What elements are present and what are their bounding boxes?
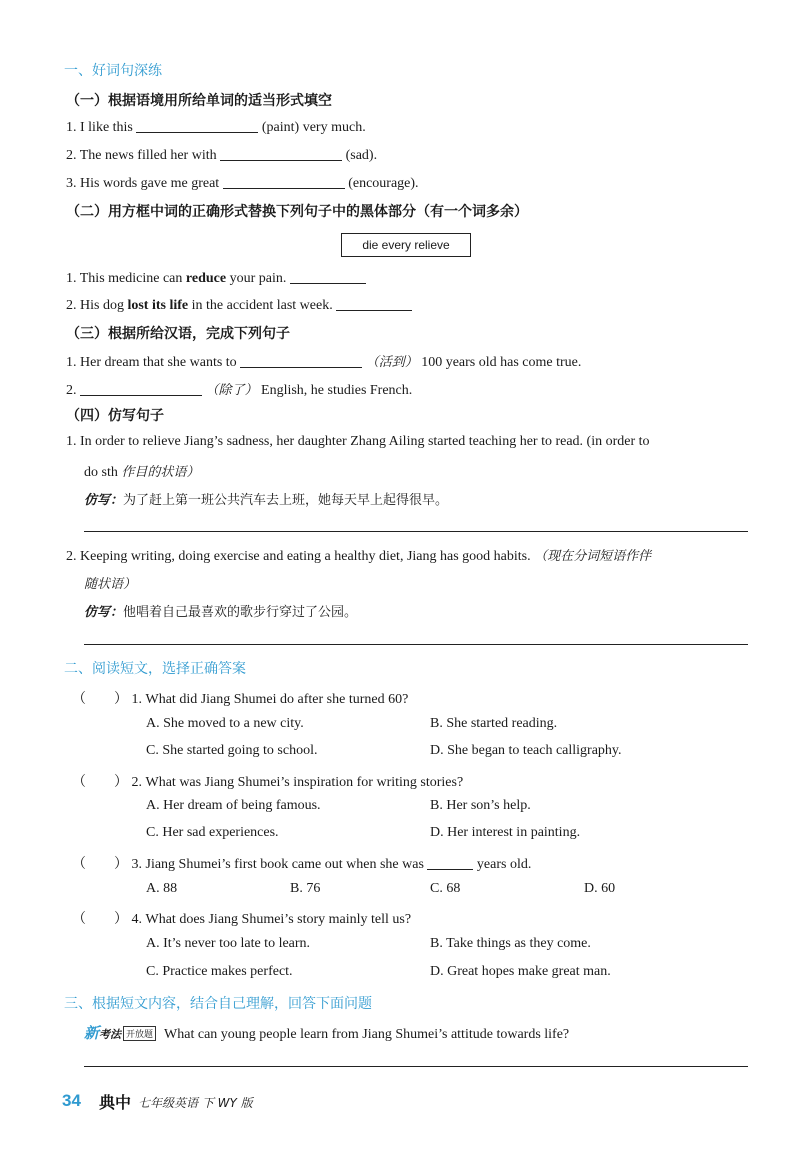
chinese-prompt: 他唱着自己最喜欢的歌步行穿过了公园。 [123, 605, 358, 620]
part3-item-1 [66, 351, 581, 371]
exam-tag: 考法 [99, 1028, 122, 1041]
answer-blank[interactable] [80, 381, 202, 396]
option: B. She started reading. [430, 716, 558, 731]
section1-title: 一、好词句深练 [64, 63, 162, 79]
chinese-note: 随状语） [84, 577, 137, 592]
option: A. She moved to a new city. [146, 716, 304, 731]
question-4 [72, 908, 411, 928]
answer-blank[interactable] [220, 146, 342, 161]
option: B. Take things as they come. [430, 936, 591, 951]
section2-title: 二、阅读短文，选择正确答案 [64, 661, 246, 677]
option: A. It’s never too late to learn. [146, 936, 311, 951]
answer-line[interactable] [84, 1066, 748, 1067]
open-question [84, 1022, 569, 1043]
answer-blank[interactable] [290, 269, 366, 284]
question-stem: years old. [476, 857, 532, 872]
new-tag: 新 [84, 1024, 100, 1042]
item-text: This medicine can [79, 271, 183, 286]
item-number: 2. [66, 148, 77, 163]
item-text: Her dream that she wants to [80, 355, 237, 370]
item-text: (encourage). [348, 176, 419, 191]
part3-heading: （三）根据所给汉语，完成下列句子 [66, 326, 290, 342]
imitate-label: 仿写： [84, 605, 124, 620]
answer-blank[interactable] [223, 174, 345, 189]
item-text: do sth [84, 465, 118, 480]
answer-paren[interactable]: （ ） [72, 912, 128, 927]
part1-heading: （一）根据语境用所给单词的适当形式填空 [66, 93, 332, 109]
answer-line[interactable] [84, 644, 748, 645]
option: C. She started going to school. [146, 743, 318, 758]
item-text: in the accident last week. [191, 298, 333, 313]
answer-blank[interactable] [336, 296, 412, 311]
option: C. 68 [430, 881, 461, 896]
open-question-badge: 开放题 [123, 1026, 156, 1041]
item-text: 100 years old has come true. [421, 355, 582, 370]
question-stem: 1. What did Jiang Shumei do after she turned 60? [131, 692, 409, 707]
page-number: 34 [62, 1091, 81, 1110]
question-stem: 2. What was Jiang Shumei’s inspiration for writing stories? [131, 775, 464, 790]
part4-heading: （四）仿写句子 [66, 408, 164, 424]
question-stem: 4. What does Jiang Shumei’s story mainly tell us? [131, 912, 412, 927]
item-number: 1. [66, 120, 77, 135]
item-text: In order to relieve Jiang’s sadness, her daughter Zhang Ailing started teaching her to read. (in order to [80, 434, 650, 449]
item-number: 1. [66, 355, 77, 370]
part4-item-1-prompt [84, 489, 448, 509]
option: C. Her sad experiences. [146, 825, 279, 840]
bold-phrase: lost its life [127, 298, 189, 313]
part1-item-2 [66, 146, 377, 164]
item-text: Keeping writing, doing exercise and eating a healthy diet, Jiang has good habits. [80, 549, 531, 564]
option: A. Her dream of being famous. [146, 798, 321, 813]
part4-item-2-prompt [84, 601, 357, 621]
item-text: English, he studies French. [261, 383, 413, 398]
item-number: 2. [66, 383, 77, 398]
publisher-logo [98, 1091, 134, 1113]
answer-paren[interactable]: （ ） [72, 857, 128, 872]
question-1 [72, 688, 408, 708]
item-text: His words gave me great [80, 176, 220, 191]
option: B. 76 [290, 881, 321, 896]
chinese-hint: （除了） [205, 383, 258, 398]
question-stem: What can young people learn from Jiang Shumei’s attitude towards life? [164, 1027, 570, 1042]
bold-phrase: reduce [185, 271, 227, 286]
part2-item-2 [66, 296, 412, 314]
part2-item-1 [66, 269, 366, 287]
section3-title: 三、根据短文内容，结合自己理解，回答下面问题 [64, 996, 372, 1012]
option: A. 88 [146, 881, 178, 896]
item-number: 1. [66, 271, 77, 286]
item-text: your pain. [229, 271, 287, 286]
item-text: His dog [80, 298, 124, 313]
answer-paren[interactable]: （ ） [72, 775, 128, 790]
item-text: The news filled her with [79, 148, 217, 163]
option: B. Her son’s help. [430, 798, 531, 813]
answer-paren[interactable]: （ ） [72, 692, 128, 707]
item-number: 2. [66, 298, 77, 313]
question-2 [72, 771, 463, 791]
part2-heading: （二）用方框中词的正确形式替换下列句子中的黑体部分（有一个词多余） [66, 204, 528, 220]
item-text: I like this [80, 120, 133, 135]
option: D. Great hopes make great man. [430, 964, 611, 979]
answer-blank[interactable] [240, 353, 362, 368]
item-number: 2. [66, 549, 77, 564]
part1-item-1 [66, 118, 366, 136]
option: C. Practice makes perfect. [146, 964, 293, 979]
question-3 [72, 853, 531, 873]
item-text: (paint) very much. [261, 120, 366, 135]
option: D. Her interest in painting. [430, 825, 581, 840]
part4-item-1-line2 [84, 461, 199, 481]
question-stem: 3. Jiang Shumei’s first book came out when she was [131, 857, 424, 872]
option: D. She began to teach calligraphy. [430, 743, 622, 758]
item-text: (sad). [345, 148, 378, 163]
answer-blank[interactable] [427, 855, 473, 870]
part4-item-1-line1 [66, 434, 650, 450]
logo-text: 典中 [99, 1093, 132, 1112]
part1-item-3 [66, 174, 419, 192]
item-number: 3. [66, 176, 77, 191]
book-title: 七年级英语 下 WY 版 [138, 1096, 253, 1110]
item-number: 1. [66, 434, 77, 449]
chinese-note: （现在分词短语作伴 [534, 549, 652, 564]
word-box: die every relieve [341, 233, 471, 257]
option: D. 60 [584, 881, 616, 896]
imitate-label: 仿写： [84, 493, 124, 508]
part4-item-2-line2 [84, 573, 136, 593]
chinese-prompt: 为了赶上第一班公共汽车去上班，她每天早上起得很早。 [123, 493, 449, 508]
chinese-note: 作目的状语） [121, 465, 200, 480]
answer-line[interactable] [84, 531, 748, 532]
part3-item-2 [66, 379, 412, 399]
answer-blank[interactable] [136, 118, 258, 133]
part4-item-2-line1 [66, 545, 651, 565]
chinese-hint: （活到） [365, 355, 418, 370]
